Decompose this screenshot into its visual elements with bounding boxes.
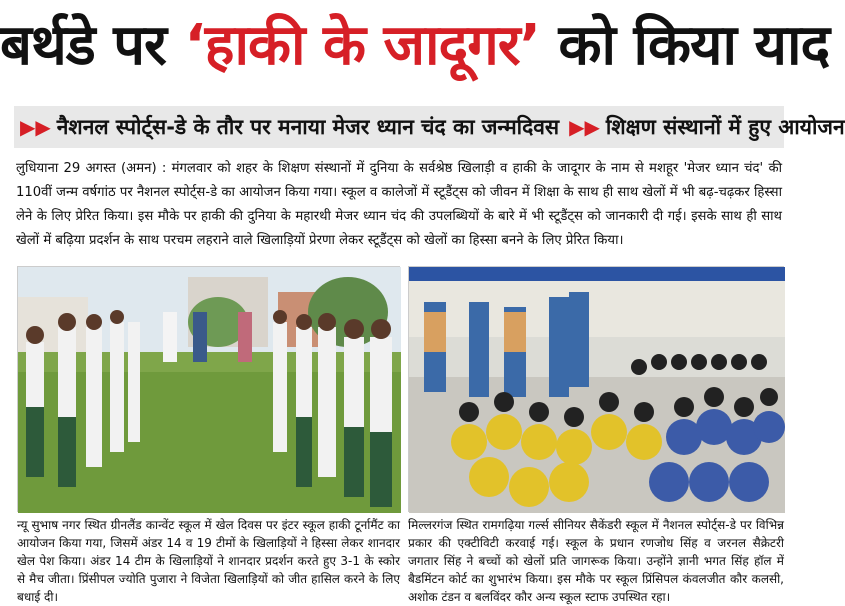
subheading-bar [14,106,845,148]
headline-highlight: ‘हाकी के जादूगर’ [184,13,540,78]
caption-left: न्यू सुभाष नगर स्थित ग्रीनलैंड कान्वेंट स्कूल में खेल दिवस पर इंटर स्कूल हाकी टूर्नामैंट का आयोजन किया गया, जिसमें अंडर 14 व 19 टीमों के खिलाड़ियों ने हिस्सा लेकर शानदार खेल पेश किया। अंडर 14 टीम के खिलाड़ियों ने शानदार प्रदर्शन करते हुए 3-1 के स्कोर से मैच जीता। प्रिंसीपल ज्योति पुजारा ने विजेता खिलाड़ियों को जीत हासिल करने के लिए बधाई दी। [17,518,400,604]
caption-right: मिल्लरगंज स्थित रामगढ़िया गर्ल्स सीनियर सैकेंडरी स्कूल में नैशनल स्पोर्ट्स-डे पर विभिन्न प्रकार की एक्टीविटी करवाई गई। स्कूल के प्रधान रणजोध सिंह व जरनल सैक्रेटरी जगतार सिंह ने बच्चों को खेलों प्रति जागरूक किया। उन्होंने ज्ञानी भगत सिंह हॉल में बैडमिंटन कोर्ट का शुभारंभ किया। इस मौके पर स्कूल प्रिंसिपल कंवलजीत कौर कलसी, अशोक टंडन व बलविंदर कौर अन्य स्कूल स्टाफ उपस्थित रहा। [408,518,784,604]
subheading-2: शिक्षण संस्थानों में हुए आयोजन [605,115,845,139]
double-arrow-icon: ▶▶ [569,115,600,139]
headline-part2: को किया याद [539,13,830,78]
headline-part1: बर्थडे पर [0,13,185,78]
double-arrow-icon: ▶▶ [20,115,51,139]
subheading-1: नैशनल स्पोर्ट्स-डे के तौर पर मनाया मेजर ध्यान चंद का जन्मदिवस [56,115,560,139]
lead-paragraph: लुधियाना 29 अगस्त (अमन) : मंगलवार को शहर के शिक्षण संस्थानों में दुनिया के सर्वश्रेष्ठ खिलाड़ी व हाकी के जादूगर के नाम से मशहूर 'मेजर ध्यान चंद' की 110वीं जन्म वर्षगांठ पर नैशनल स्पोर्ट्स-डे का आयोजन किया गया। स्कूल व कालेजों में स्टूडैंट्स को जीवन में शिक्षा के साथ ही साथ खेलों में भी बढ़-चढ़कर हिस्सा लेने के लिए प्रेरित किया। इस मौके पर हाकी की दुनिया के महारथी मेजर ध्यान चंद की उपलब्धियों के बारे में भी स्टूडैंट्स को जानकारी दी गई। इसके साथ ही साथ खेलों में बढ़िया प्रदर्शन के साथ परचम लहराने वाले खिलाड़ियों प्रेरणा लेकर स्टूडैंट्स को खेलों का हिस्सा बनने के लिए प्रेरित किया। [16,161,782,248]
photo-school-assembly [408,266,784,512]
headline [0,0,830,96]
photo-hockey-players [17,266,400,512]
